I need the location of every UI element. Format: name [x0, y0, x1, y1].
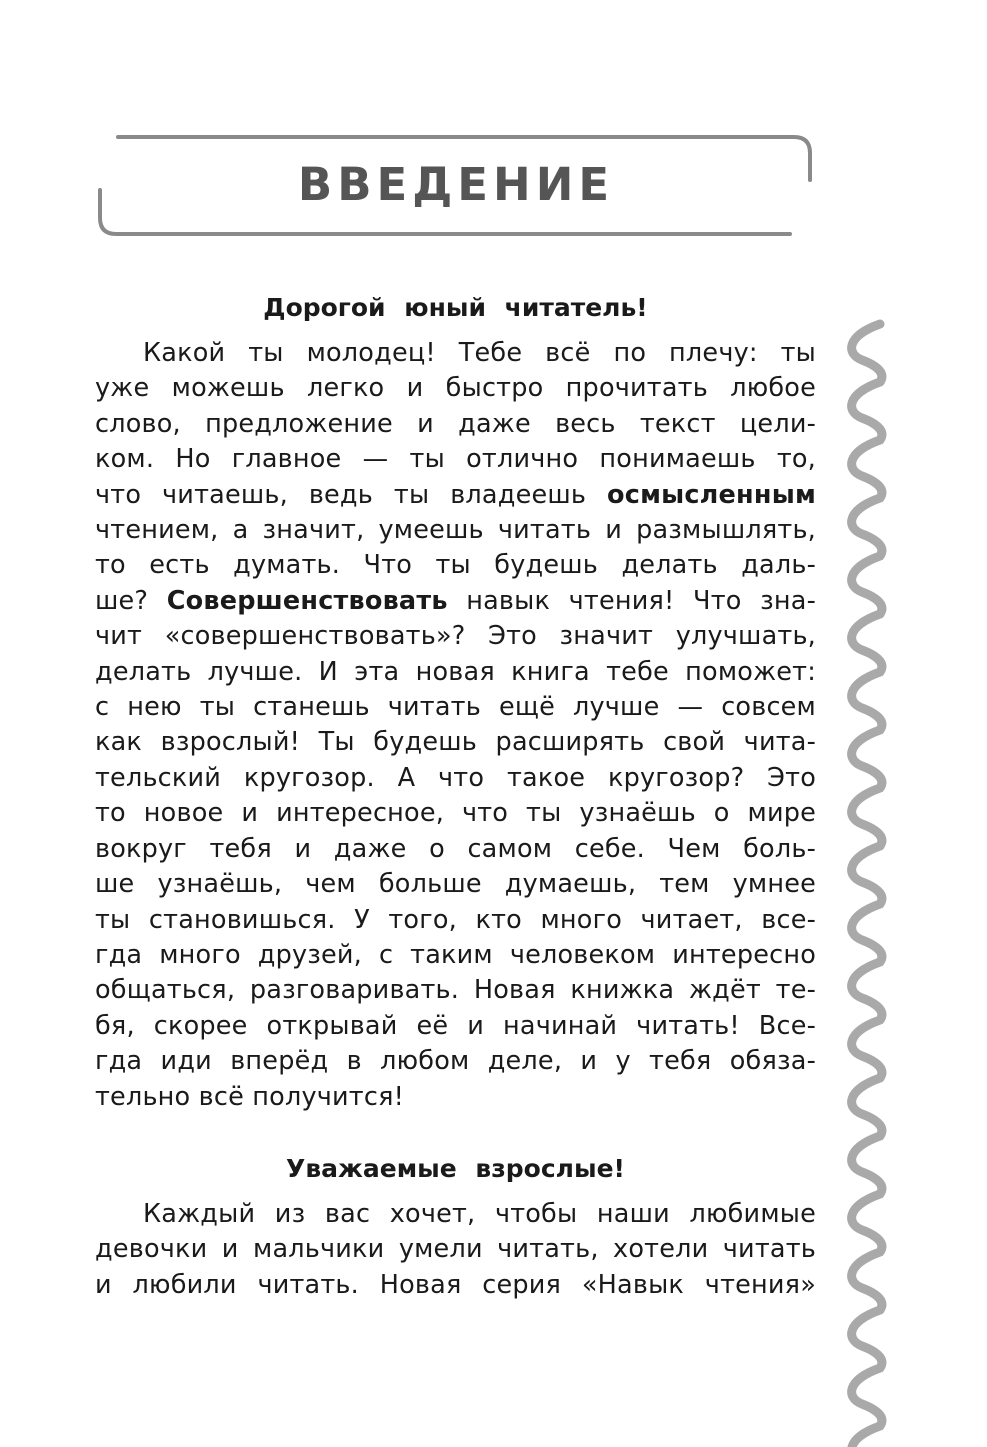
text-line: бя, скорее открывай её и начинай читать! Все-	[95, 1010, 816, 1041]
text-line: Какой ты молодец! Тебе всё по плечу: ты	[143, 338, 816, 368]
text-line: то есть думать. Что ты будешь делать даль-	[95, 550, 816, 581]
text-run: что читаешь, ведь ты владеешь	[95, 479, 608, 510]
text-line: чит «совершенствовать»? Это значит улучшать,	[95, 621, 816, 652]
section-heading-reader: Дорогой юный читатель!	[263, 293, 648, 322]
text-line: гда много друзей, с таким человеком интересно	[95, 939, 816, 970]
adults-paragraph	[95, 1197, 816, 1303]
text-line: вокруг тебя и даже о самом себе. Чем боль-	[95, 833, 816, 864]
text-run: навык чтения! Что зна-	[447, 585, 816, 616]
text-line: то новое и интересное, что ты узнаёшь о мире	[95, 798, 816, 829]
text-line: ты становишься. У того, кто много читает, все-	[95, 904, 816, 935]
text-line: ше узнаёшь, чем больше думаешь, тем умнее	[95, 869, 816, 900]
text-line: чтением, а значит, умеешь читать и размышлять,	[95, 515, 816, 546]
page-content	[95, 288, 816, 1303]
text-line: девочки и мальчики умели читать, хотели читать	[95, 1234, 816, 1265]
text-line: делать лучше. И эта новая книга тебе поможет:	[95, 656, 816, 687]
text-line: гда иди вперёд в любом деле, и у тебя обяза-	[95, 1046, 816, 1077]
text-line: с нею ты станешь читать ещё лучше — совсем	[95, 692, 816, 723]
text-line: Каждый из вас хочет, чтобы наши любимые	[143, 1198, 816, 1229]
text-line: общаться, разговаривать. Новая книжка ждёт те-	[95, 975, 816, 1006]
text-line: как взрослый! Ты будешь расширять свой чита-	[95, 727, 816, 758]
text-line: и любили читать. Новая серия «Навык чтения»	[95, 1269, 816, 1300]
text-line	[95, 478, 816, 513]
emphasis-word: осмысленным	[607, 479, 816, 510]
chapter-title: ВВЕДЕНИЕ	[297, 158, 615, 211]
wavy-margin-decoration	[836, 318, 896, 1447]
emphasis-word: Совершенствовать	[166, 585, 448, 616]
text-line: уже можешь легко и быстро прочитать любое	[95, 373, 816, 404]
text-run: ше?	[95, 585, 167, 616]
text-line: тельский кругозор. А что такое кругозор? Это	[95, 762, 816, 793]
reader-paragraph	[95, 336, 816, 1115]
text-line	[95, 584, 816, 619]
text-line: ком. Но главное — ты отлично понимаешь то,	[95, 444, 816, 475]
text-line: тельно всё получится!	[95, 1081, 405, 1112]
section-heading-adults: Уважаемые взрослые!	[286, 1153, 625, 1183]
text-line: слово, предложение и даже весь текст цели-	[95, 408, 816, 439]
